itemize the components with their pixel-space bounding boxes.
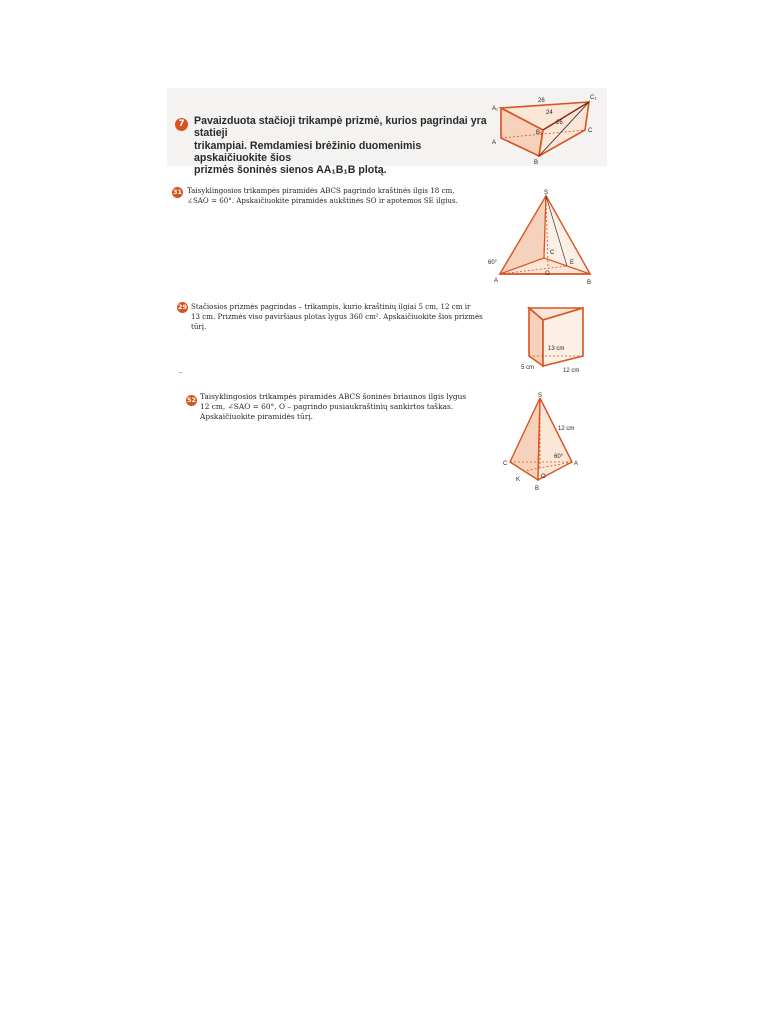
problem-29 [177,302,597,382]
label-O: O [541,474,546,480]
problem-line: trikampiai. Remdamiesi brėžinio duomenimis apskaičiuokite šios [194,139,422,164]
stray-mark: – [179,368,183,376]
problem-31 [172,186,612,286]
label-O: O [545,271,550,277]
problem-line: ∠SAO = 60°. Apskaičiuokite piramidės aukštinės SO ir apotemos SE ilgius. [187,196,458,205]
label-C1: C₁ [590,95,597,101]
label-C: C [550,250,555,256]
problem-line: Stačiosios prizmės pagrindas – trikampis, kurio kraštinių ilgiai 5 cm, 12 cm ir [191,302,471,311]
problem-line: tūrį. [191,322,207,331]
label-12cm: 12 cm [563,368,580,374]
label-C: C [503,461,508,467]
label-top: 26 [538,98,545,104]
problem-52 [186,392,596,502]
label-B: B [534,160,539,166]
problem-7 [167,88,607,177]
prism-figure [489,90,605,166]
label-C: C [588,128,593,134]
problem-number-badge: 7 [175,118,188,131]
problem-line: prizmės šoninės sienos AA₁B₁B plotą. [194,164,387,177]
label-A: A [494,278,499,284]
problem-number-badge: 31 [172,188,183,196]
problem-line: Apskaičiuokite piramidės tūrį. [200,412,313,422]
label-angle: 60° [554,454,564,460]
label-S: S [544,190,549,196]
problem-line: 12 cm, ∠SAO = 60°, O – pagrindo pusiaukraštinių sankirtos taškas. [200,402,454,412]
label-E: E [570,260,575,266]
problem-text [200,392,510,423]
problem-line: 13 cm. Prizmės viso paviršiaus plotas lygus 360 cm². Apskaičiuokite šios prizmės [191,312,483,321]
label-A1: A₁ [492,106,499,112]
problem-line: Pavaizduota stačioji trikampė prizmė, kurios pagrindai yra statieji [194,115,487,140]
prism-figure [515,304,595,376]
label-5cm: 5 cm [521,365,535,371]
label-S: S [538,393,543,399]
label-A: A [574,461,579,467]
problem-text [194,115,497,177]
problem-text [191,302,511,332]
problem-line: Taisyklingosios trikampės piramidės ABCS šoninės briaunos ilgis lygus [200,392,467,401]
label-13cm: 13 cm [548,346,565,352]
label-edge: 12 cm [558,426,575,432]
label-diag: 24 [546,110,553,116]
label-A: A [492,140,497,146]
problem-number-badge: 29 [177,303,188,311]
label-B: B [535,486,540,492]
problem-text [187,186,507,206]
label-B: B [587,280,592,286]
label-side: 26 [556,120,563,126]
pyramid-figure [502,392,582,504]
label-angle: 60° [488,260,498,266]
pyramid-figure [486,188,602,288]
label-K: K [516,477,521,483]
problem-line: Taisyklingosios trikampės piramidės ABCS pagrindo kraštinės ilgis 18 cm, [187,186,455,195]
problem-number-badge: 52 [186,396,197,404]
label-B1: B₁ [536,130,543,136]
